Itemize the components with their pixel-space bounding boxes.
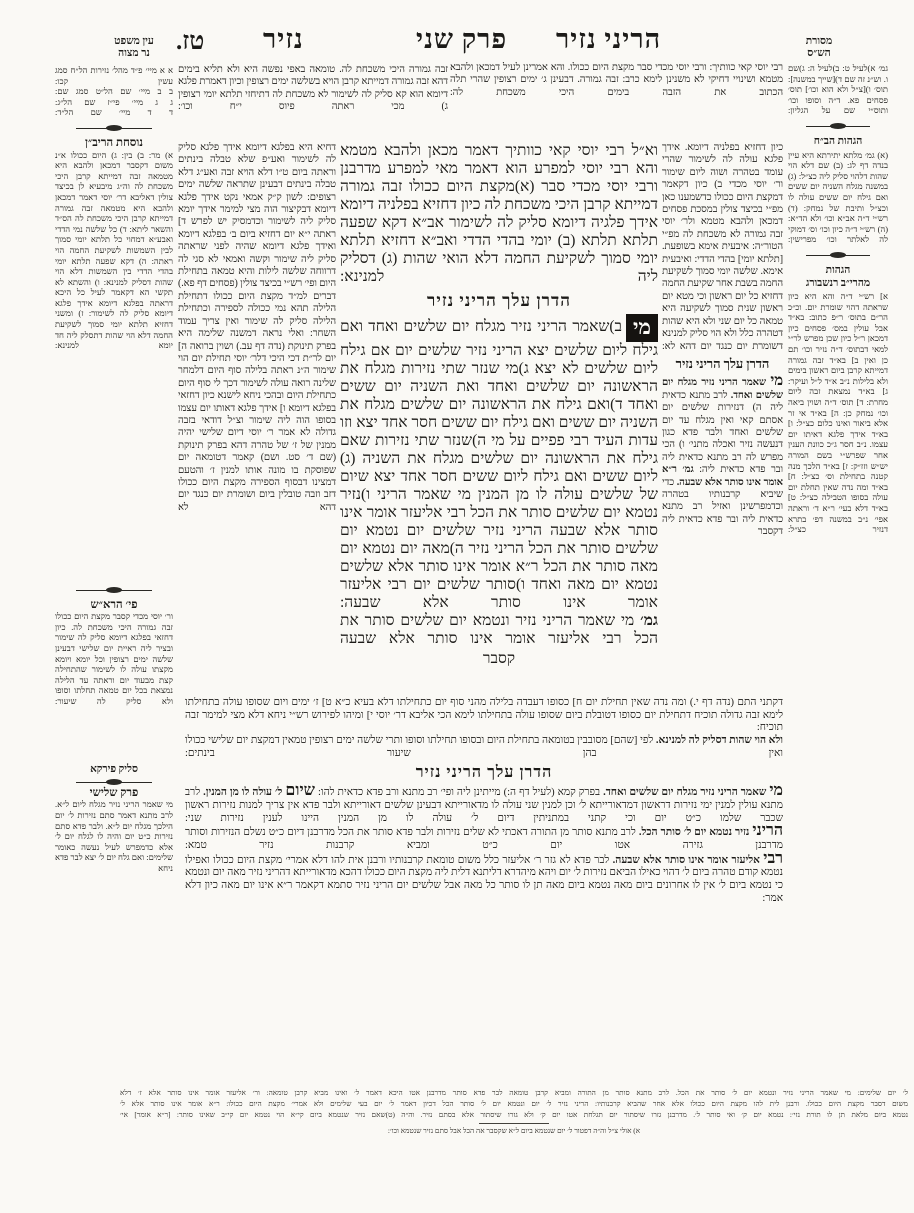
nosach-harivan-title: נוסחת הריב״ן	[84, 136, 144, 149]
hagahot-ransburg-title-line2: מהרי״ב רנשבורג	[805, 277, 871, 289]
masoret-hashas-text: גמ׳ א)לעיל ט: ב)לעיל ה: ג)שם ו. וש״נ זה שם ד)[שייך במשנה]: תוס׳ ו)[צ״ל ולא הוא וכו׳] תוס׳ פסחים פא. ד״ה וסופו וכו׳ ותוס״י שם על הגליון:	[788, 64, 888, 116]
ein-mishpat-header	[96, 36, 172, 60]
bottom-tosafot-block	[185, 697, 783, 1082]
tosafot-column	[178, 142, 336, 692]
rashi-gemara-dibur: ר״א אומר אינו סותר אלא שבעה.	[662, 464, 783, 488]
mishna-text: ב)שאמר הריני נזיר מגלח יום שלשים ואחד ואם גילח ליום שלשים יצא הריני נזיר שלשים יום אם גילח ליום שלשים לא יצא ג)מי שנזר שתי נזירות מגלח את הראשונה יום שלשים ואחד ואת השניה יום ששים ואחד ד)ואם גילח את הראשונה יום שלשים מגלח את השניה יום ששים ואם גילח יום ששים חסר אחד יצא וזו עדות העיד רבי פפיים על מי ה)שנזר שתי נזירות שאם גילח את הראשונה יום שלשים מגלח את השניה (ג) ליום ששים ואם גילח ליום ששים חסר אחד יצא שיום של שלשים עולה לו מן המנין מי שאמר הריני ו)נזיר נטמא יום שלשים סותר את הכל רבי אליעזר אומר אינו סותר אלא שבעה הריני נזיר שלשים יום נטמא יום שלשים סותר את הכל הריני נזיר ה)מאה יום נטמא יום מאה סותר את הכל ר״א אומר אינו סותר אלא שלשים נטמא יום מאה ואחד ו)סותר שלשים יום רבי אליעזר אומר אינו סותר אלא שבעה:	[340, 318, 658, 611]
ein-mishpat-item: ג ג מיי׳ פי״ז שם הל״ג:	[55, 97, 173, 107]
section-divider-ornament	[806, 126, 870, 127]
dibur-opener-mi: מי	[769, 782, 783, 800]
masoret-hashas-header	[788, 36, 850, 60]
dibur-hareini-text: לרב מתנא סותר מן התורה דאכתי לא שלים נזירות ולבר פדא סותר את הכל מדרבנן דיום כ״ט נשלם הנזירות וסותר מדרבנן גזירה אטו יום כ״ט ומביא קרבנות נזיר טמא:	[185, 827, 783, 852]
bottom-note-line: נטמא ביום מלאת תן לו תורת נזי׳: נטמא יום ק׳ ואי סותר ל׳. מדרבנן גזרו שיסתור יום תגלחת אטו יום ק׳ ולא גזרו שיסתור אלא בסתם נזיר. וה״ה (ט)שאם נזיר שנטמא ביום קי״א הוי נטמא יום קי״ב שאינו סותר: [ר״א אומר] אי׳	[120, 1109, 908, 1119]
hagahot-ransburg-title-line1: הגהות	[825, 264, 851, 276]
ein-mishpat-item: ב ב מיי׳ שם הל״ט סמג שם:	[55, 87, 173, 97]
bottom-dibur-text: לפי [שהם] מסובבין בטומאה בתחילת היום ובסופו תחילתו וסופו ותרי שלשה ימים רצופין טמאין דמקצת יום שלישי ככולו ואין בהן שיעור בינתים:	[185, 735, 783, 759]
dibur-rebbi: אליעזר אומר אינו סותר אלא שבעה.	[612, 854, 760, 866]
rashi-gemara-text: כדי שיביא קרבנותיו בטהרה וכדמפרשינן ואזיל רב מתנא כדאית ליה ובר פדא כדאית ליה דקסבר	[662, 476, 783, 538]
perek-shlishi-text: מי שאמר הריני נזיר מגלח ליום ל״א. לרב מתנא דאמר סתם נזירות ל׳ יום הילכך מגלח יום ל״א. ולבר פדא סתם נזירות כ״ט יום והיה לו לגלח יום ל׳ אלא כדמפרש לעיל נעשה כאומר שלימים: ואם גלח יום ל׳ יצא לבר פדא ניחא	[55, 800, 173, 873]
rashi-body-text: כיון דחזיא בפלניה דיומא. אידך פלגא עולה לה לשימור שהרי עומד בטהרה ושוה ליום שימור ור׳ יוסי מכדי ב) כיון דקאמר דמקצת היום ככולו כדשמענו כאן מפ״י בכיצד צולין במסכת פסחים דמכאן ולהבא מטמא ולר׳ יוסי זבה גמורה לא משכחת לה מפ״י הטור״ה: איבעית אימא בשופעת. [תלתא יומי] בהדי הדדי: ואיבעית אימא. שלשה יומי סמוך לשקיעת החמה בשבת אחר שקיעת החמה דחזיא כל יום ראשון וכי מטא יום ראשון שנית סמוך לשקיעה היא טמאה כל יום שני ולא היא שהות דטהרה כלל ולא הוי סליק למנינא דשומרת יום כנגד יום דהא לא:	[662, 142, 783, 352]
gemara-end-chapter2: וא״ל רבי יוסי קאי כוותיך דאמר מכאן ולהבא מטמא והא רבי יוסי למפרע הוא דאמר מאי למפרע מדרבנן ורבי יוסי מכדי סבר (א)מקצת היום ככולו זבה גמורה דמייתא קרבן היכי משכחת לה כיון דחזיא בפלניה דיומא אידך פלגיה דיומא סליק לה לשימור אב״א דקא שפעה תלתא תלתא (ב) יומי בהדי הדדי ואב״א דחזיא תלתא יומי סמוך לשקיעת החמה דלא הואי שהות (ג) דסליק ליה למנינא:	[340, 142, 658, 285]
hadran-line-rashi: הדרן עלך הריני נזיר	[675, 355, 770, 371]
footnote-divider	[479, 1123, 549, 1124]
section-divider-ornament	[76, 782, 152, 783]
pirush-harosh-text: ור׳ יוסי מכדי קסבר מקצת היום ככולו זבה גמורה היכי משכחת לה. כיון דחזאי בפלגא דיומא סליק לה שימור ובציר ליה ראיית יום שלישי דבעינן שלשה ימים רצופין וכל יומא ויומא מקצתו עולה לו לשימור שהתחילה קצת מבעוד יום וראתה עד הלילה נמצאת בכל יום טמאה תחלתו וסופו ולא סליק לה שיעור:	[55, 612, 173, 706]
hagahot-ransburg-title	[788, 265, 888, 290]
gemara-column	[340, 142, 658, 692]
hagahot-habach-title: הגהות הב״ח	[813, 135, 863, 147]
daf-number: טז.	[176, 28, 205, 55]
bottom-dibur-paragraph	[185, 735, 783, 760]
masechet-title: נזיר	[263, 24, 304, 54]
perek-title: פרק שני	[416, 24, 508, 54]
gemara-chapter3-text: מי שאמר הריני נזיר ונטמא יום שלשים סותר את הכל רבי אליעזר אומר אינו סותר אלא שבעה	[340, 612, 658, 647]
masoret-subtitle: הש״ס	[807, 48, 831, 60]
tosafot-chapter3-paragraph	[185, 849, 783, 906]
chapter-title: הריני נזיר	[556, 24, 662, 54]
tosafot-chapter3-paragraph	[185, 822, 783, 852]
gemara-chapter3-paragraph	[340, 612, 658, 648]
tosafot-chapter3-paragraph	[185, 782, 783, 825]
bottom-dibur-hamatchil: ולא הוי שהות דסליק לה למנינא.	[655, 735, 783, 747]
dibur-sheyom: ל׳ עולה לו מן המנין.	[203, 787, 283, 799]
rashi-chapter3-text: לרב מתנא כדאית ליה ה) דנזירות שלשים יום אסתם קאי ואין מגלח עד יום שלשים ואחד ולבר פדא כגון דנעשה נזיר ואכלה מתני׳ ו) הכי מפרש לה רב מתנא כדאית ליה ובר פדא כדאית ליה:	[662, 389, 783, 476]
bottom-note-line: משום דסבר מקצת היום ככולו. ורבנן לית להו מקצת היום ככולו אלא אחר שהביא קרבנותיו: הריני נזיר ל׳ יום ונטמא יום ל׳ סותר הכל דכיון דאמר ל׳ יום בעי שלימים ולא אמרי׳ מקצת היום ככולו: ר״א אומר אינו סותר אלא ל׳	[120, 1098, 908, 1108]
gemara-marker: גמ׳	[640, 612, 658, 629]
right-margin-column	[788, 64, 888, 1064]
perek-shlishi-title: פרק שלישי	[89, 786, 139, 799]
rashi-chapter3-opener: מי	[770, 373, 783, 390]
rashi-top-overflow	[450, 62, 783, 142]
section-divider-ornament	[806, 255, 870, 256]
tosafot-body-text: דחיא היא בפלגא דיומא אידך פלגא סליק לה לשימור ואע״פ שלא טבלה בינתים וראתה ביום ט״ו דלא הויא זבה ואע״ג דלא טבלה בינתים דבעינן שתראה שלשה ימים רצופים: לשון ק״ק אמאי נקט אידך פלגא דיומא דבקיצור הוה מצי למימר אידך יומא סליק ליה לשימור וכדמסיק יש לפרש ד] ראתה י״א יום דחזיא ביום ב׳ בפלגא דיומא ואידך פלגא דיומא שהיה לפני שראתה סליק ליה שימור וקשה ואמאי לא סגי לה דרווחה שלשה לילות והיא טמאה בתחילת היום ופי׳ רש״י בכיצד צולין (פסחים דף פא.) דברים למ״ד מקצת היום ככולו דתחילת הלילה תהא נמי ככולה לספירה וכתחילת הלילה סליק לה שימור ואין צריך עמוד השחר: ואלי נראה דמשנה שלימה היא בפרק תינוקת (נדה דף עב.) ושוין ברואה ה] יום לר״ת דכי היכי דלר׳ יוסי תחילת יום הוי שימור ה״נ ראתה בלילה סוף היום דלמחר שלינה רואה עולה לשימור דכך לי סוף היום כתחילת היום ובהכי ניחא לישנא כיון דחזאי בפלגא דיומא ו] אידך פלגא דאותו יום עצמו בסופו הוה ליה שימור וצ״ל דודאי בזבה גדולה לא אמר ר׳ יוסי דיום שלישי יהיה ממנין של ז׳ של טהרה דהא בפרק תינוקת (שם ד׳ סט. ושם) קאמר דטומאה יום שפוסקת בו מונה אותו למנין ז׳ והטעם דמצינו דבסוף הספירה מקצת היום ככולו דזב וזבה טובלין ביום ושומרת יום כנגד יום דהא לא	[178, 142, 336, 513]
bottom-notes-block	[120, 1088, 908, 1137]
dibur-opener-rebbi: רבי	[763, 849, 783, 867]
mishna-opening-word: מי	[626, 314, 658, 342]
footnote-line: א) אולי צ״ל וה״ה דפטור ל׳ יום שנטמא ביום ל״א שקסבר אה הכל אבל סתם נזיר שנטמא וכו׳:	[387, 1126, 641, 1136]
section-divider-ornament	[76, 590, 152, 591]
rashi-chapter3-dibur: שאמר הריני נזיר מגלח יום שלשים ואחד.	[662, 377, 783, 401]
hadran-line-tosafot: הדרן עלך הריני נזיר	[415, 763, 553, 781]
gemara-catchword: קסבר	[482, 650, 516, 667]
hagahot-ransburg-text: א] רש״י ד״ה והא היא כיון שראתה דהוי שומרת יום. וכ״כ הר״ם בתוס׳ ר״פ כתוב: בא״ד אבל עולין במס׳ פסחים כיון דמכאן ר״ל כיון שכן מפרש לר״י למאי דבתוס׳ ד״ה נזיר וכו׳ תם כן ואין ב] בא״ד זבה גמורה דמייתא קרבן ביום ראשון בימים ולא בלילות נ״ב א״ד ל״ל ועיקר: ג] בא״ד נמצאת זבה ליום מחרת: ד] תוס׳ ד״ה ושוין ביאה וכו׳ נמחק כן: ה] בא״ד אי זר אלא ביאור ואינו כלום כצ״ל: ו] בא״ד אידך פלגא דאיתו יום עצמו. נ״ב חסר ג״כ כוונת הענין אחר שפרש״י בשם המורה יש״ש וזז״ק: ז] בא״ד הלכך מנה קטנה בתחילת וס׳ כצ״ל: ח] בא״ד ומה נדה שאין תחלת יום עולה בסופו הטבילה כצ״ל: ט] בא״ד דלא בעי׳ ר״א ד׳ וראתה אפי׳ נ״ב במשנה דפ׳ בתרא דנזיר כצ״ל:	[788, 292, 888, 535]
bottom-continuation-text: דקתני התם (נדה דף י.) ומה נדה שאין תחילת יום ח] כסופו דעבדה בלילה מהני סוף יום כתחילתו דלא בעיא כ״א ט] ז׳ ימים ויום שסופו עולה בתחילתו לימא זבה גדולה תוכיח דתחילת יום כסופו דטובלת ביום שסופו עולה בתחילתו לימא הכי אליבא דר׳ יוסי י] ומיהו לפירוש רש״י ניחא דלא מצי למימר זבה תוכיח:	[185, 697, 783, 734]
ein-mishpat-item: ד ד מיי׳ שם הל״ד:	[55, 108, 173, 118]
ein-mishpat-subtitle: נר מצוה	[118, 48, 150, 60]
left-margin-column	[55, 66, 173, 875]
dibur-mi: שאמר הריני נזיר מגלח יום שלשים ואחד.	[603, 787, 767, 799]
nosach-harivan-text: א) מר: ב) בין: ג) היום ככולו א״נ משום דקסבר דמכאן ולהבא היא מטמאה זבה דמייתא קרבן היכי משכחת לה וה״ג מיבעיא לן בכיצד צולין דאליבא דר׳ יוסי דאמר דמכאן ולהבא היא מטמאה זבה גמורה דמייתא קרבן היכי משכחת לה הס״ד והשאר ליתא: ד) כל שלשה נמי הדדי ואבע״א דמחוי כל תלתא יומי סמוך לבין השמשות לשקיעת החמה הוי ראתה: ה) דקא שפעה תלתא יומי בהדי הדדי בין השמשות דלא הוי שהות דסליק למנינא: ו) והשתא לא תקשי הא דקאמר לעיל כל היכא דראתה בפלגא דיומא אידך פלגא דיומא סליק לה לשימור: ז) ומשני דחזיא תלתא יומי סמוך לשקיעת החמה דלא הוי שהות דתסלק ליה חד יומא למנינא:	[55, 150, 173, 351]
dibur-opener-sheyom: שיום	[285, 782, 315, 800]
section-divider-ornament	[76, 128, 152, 129]
bottom-note-line: ל׳ יום שלימים: מי שאמר הריני נזיר ונטמא יום ל׳ סותר את הכל. לרב מתנא סותר מן התורה ומביא קרבן טומאה לבר פדא סותר מדרבנן אטו היכא דאמר ל׳ ואינו מביא קרבן טומאה: ור׳ אליעזר אומר אינו סותר אלא ז׳ דלא	[120, 1088, 908, 1097]
dibur-hareini: נזיר נטמא יום ל׳ סותר הכל.	[638, 827, 750, 839]
rashi-column	[662, 142, 783, 692]
rashi-chapter3-paragraph	[662, 375, 783, 538]
tosafot-top-text: זבה גמורה היכי משכחת לה. טומאה באפי נפשה היא ולא תליא בימים דהא זבה גמורה דמייתא קרבן הויא בשלשה ימים רצופין וכיון דאמרת פלגא דיומא הוא קא סליק לה לשימור לא משכחת לה דתיחזי תלתא יומי רצופין ג) מכי ראתה פיוס י״ח וכו׳:	[178, 64, 448, 113]
masoret-title: מסורת	[805, 36, 833, 47]
slik-pirka-label: סליק פירקא	[90, 764, 138, 776]
tosafot-top-overflow	[178, 62, 448, 142]
hagahot-habach-text: (א) גמ׳ מלתא יתירתא היא עיין בנדה דף לג: (ב) שם דלא הוי שהות דלהוי סליק ליה כצ״ל: (ג) במשנה מגלח השניה יום ששים ואם גילח יום ששים עולה לו וכצ״ל ותיבת של נמחק: (ד) רש״י ד״ה אב״א וכו׳ ולא הד״א: (ה) רש״י ד״ה כיון וכו׳ וס׳ דמוקי לה לאלתר וכו׳ מפרישין:	[788, 150, 888, 245]
dibur-mi-text: בפרק קמא (לעיל דף ה:) מייתינן ליה ופי׳ רב מתנא ורב פדא כדאית להו:	[317, 787, 601, 799]
rashi-top-text: רבי יוסי קאי כוותיך: ורבי יוסי מכדי סבר מקצת היום ככולו. והא אמרינן לעיל דמכאן ולהבא מטמא ושינויי דחיקי לא משנינן לימא כרב: זבה גמורה. דבעינן ג׳ ימים רצופין שהרי תלה הכתוב את הזבה בימים היכי משכחת לה:	[450, 62, 783, 98]
ein-mishpat-title: עין משפט	[114, 36, 154, 47]
dibur-rebbi-text: לבר פדא לא גזר ר׳ אליעזר כלל משום טומאת קרבנותיו ורבנן אית להו דלא אמרי׳ מקצת היום ככולו ואפילו נטמא קודם טהרה ביום ל׳ דהוי כאילו הביאם נזירות ל׳ יום ויהא מיהדרא דליתנא דלית ליה מקצת היום ככולו דהכא מדאורייתא דהריני נזיר מאה יום ונטמא כי נטמא ביום ל׳ אין לו אחרונים ביום מאה נטמא ביום מאה תן לו סותר כל מאה אבל שלשים יום הריני נזיר סתמא דקאמר ר״א אינו יום מאה כיון דלא אמר:	[185, 854, 783, 904]
ein-mishpat-item: א א מיי׳ פ״ד מהל׳ נזירות הל״ח סמג עשין קכו:	[55, 66, 173, 86]
pirush-harosh-title: פי׳ הרא״ש	[90, 598, 138, 611]
rashi-gemara-marker: גמ׳	[682, 464, 694, 476]
dibur-opener-hareini: הריני	[752, 822, 783, 840]
hadran-line-gemara: הדרן עלך הריני נזיר	[427, 291, 571, 310]
dibur-sheyom-text: לרב מתנא עולין למנין ימי נזירות דראשון דמדאורייתא ל׳ וכן למנין שני עולה לו מדאורייתא דבעינן שלשים דאורייתא ולבר פדא אין צריך למנות נזירות ראשון שכבר שלמו כ״ט יום וכי קתני במתניתין דיום ל׳ עולה לו מן המנין היינו לענין נזירות שני:	[185, 787, 783, 824]
mishna-paragraph	[340, 314, 658, 612]
